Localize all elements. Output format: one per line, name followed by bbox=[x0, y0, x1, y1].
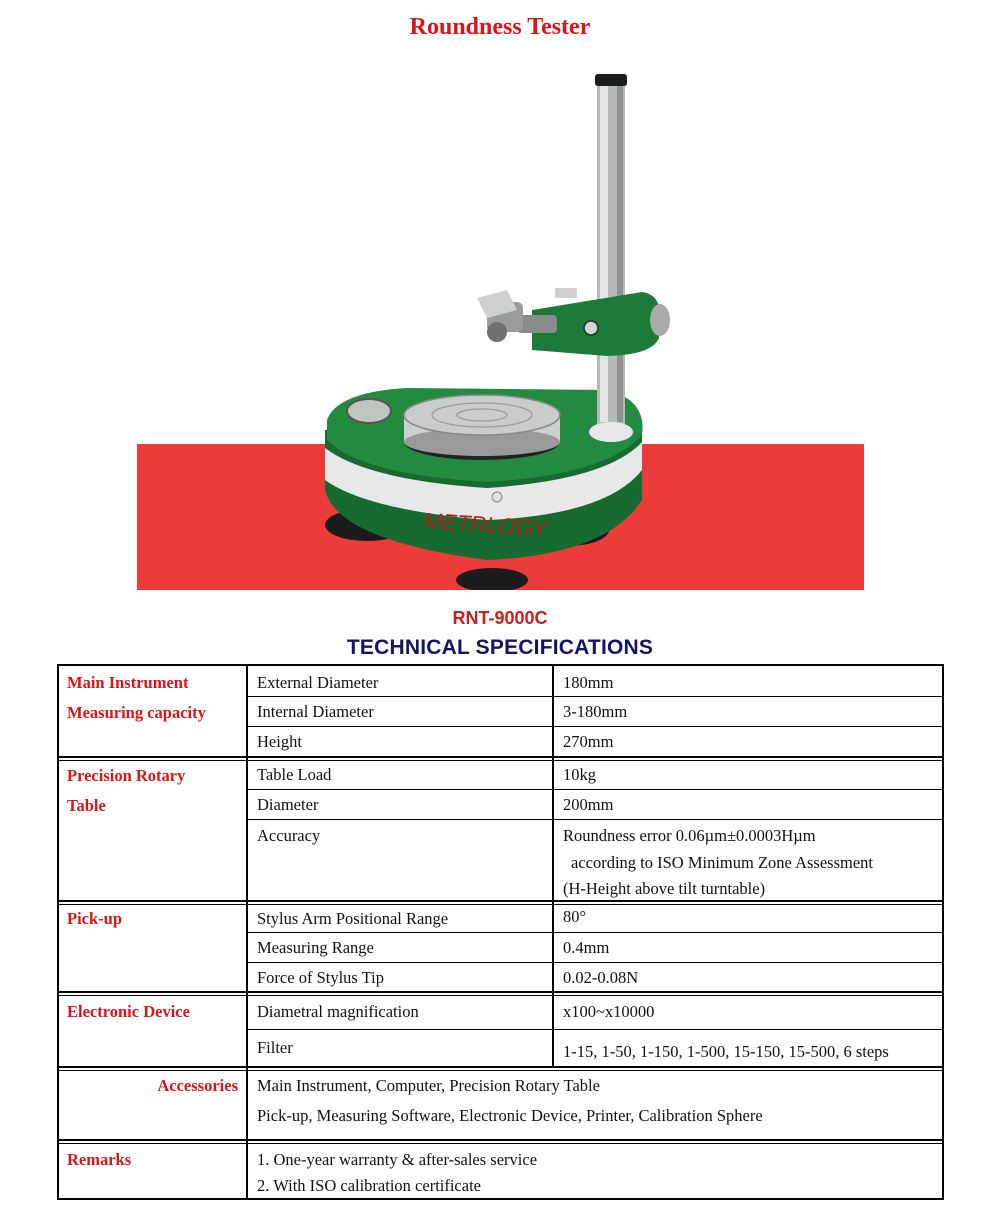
spec-label: External Diameter bbox=[257, 673, 379, 692]
spec-value: x100~x10000 bbox=[563, 1002, 655, 1021]
spec-value: 0.02-0.08N bbox=[563, 968, 639, 987]
spec-label: Accuracy bbox=[257, 826, 321, 845]
category-pick-up: Pick-up bbox=[67, 909, 123, 928]
spec-label: Diameter bbox=[257, 795, 319, 814]
spec-value: 80° bbox=[563, 907, 587, 926]
category-main-instrument: Main Instrument bbox=[67, 673, 189, 692]
brand-logo: METRLOGY bbox=[423, 507, 548, 542]
spec-value: 1-15, 1-50, 1-150, 1-500, 15-150, 15-500, 6 steps bbox=[563, 1042, 889, 1061]
spec-label: Measuring Range bbox=[257, 938, 374, 957]
spec-value: 200mm bbox=[563, 795, 614, 814]
spec-value: 270mm bbox=[563, 732, 614, 751]
remarks-line-2: 2. With ISO calibration certificate bbox=[257, 1176, 481, 1195]
category-electronic-device: Electronic Device bbox=[67, 1002, 190, 1021]
spec-value: 10kg bbox=[563, 765, 596, 784]
spec-label: Filter bbox=[257, 1038, 293, 1057]
spec-label: Table Load bbox=[257, 765, 332, 784]
accessories-line-2: Pick-up, Measuring Software, Electronic Device, Printer, Calibration Sphere bbox=[257, 1106, 763, 1125]
spec-value-line2: according to ISO Minimum Zone Assessment bbox=[571, 853, 874, 872]
spec-value: Roundness error 0.06µm±0.0003Hµm bbox=[563, 826, 816, 845]
category-precision-rotary: Precision Rotary bbox=[67, 766, 186, 785]
spec-value: 0.4mm bbox=[563, 938, 610, 957]
category-table: Table bbox=[67, 796, 106, 815]
model-number: RNT-9000C bbox=[452, 608, 548, 628]
spec-label: Height bbox=[257, 732, 302, 751]
page-title: Roundness Tester bbox=[409, 14, 591, 40]
spec-value: 180mm bbox=[563, 673, 614, 692]
accessories-line-1: Main Instrument, Computer, Precision Rotary Table bbox=[257, 1076, 600, 1095]
spec-label: Force of Stylus Tip bbox=[257, 968, 384, 987]
spec-label: Stylus Arm Positional Range bbox=[257, 909, 449, 928]
category-remarks: Remarks bbox=[67, 1150, 132, 1169]
spec-value: 3-180mm bbox=[563, 702, 628, 721]
spec-label: Diametral magnification bbox=[257, 1002, 419, 1021]
spec-label: Internal Diameter bbox=[257, 702, 374, 721]
spec-heading: TECHNICAL SPECIFICATIONS bbox=[346, 636, 654, 659]
category-measuring-capacity: Measuring capacity bbox=[67, 703, 206, 722]
remarks-line-1: 1. One-year warranty & after-sales service bbox=[257, 1150, 538, 1169]
category-accessories: Accessories bbox=[157, 1076, 238, 1095]
spec-value-line3: (H-Height above tilt turntable) bbox=[563, 879, 766, 898]
